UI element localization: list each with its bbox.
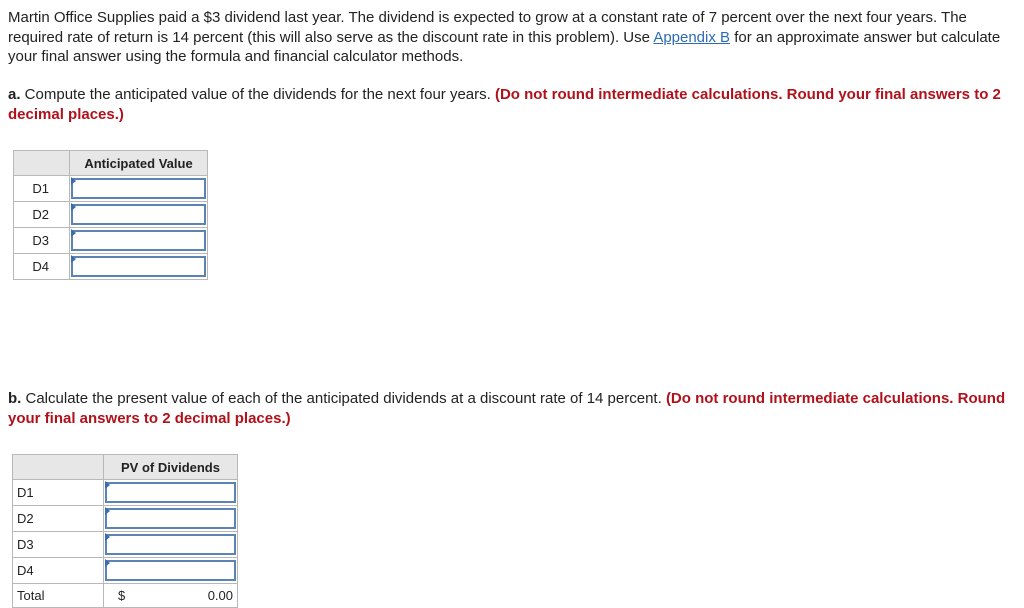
- pv-d1-input[interactable]: [105, 482, 236, 503]
- table-row: [14, 254, 208, 280]
- intro-text-end: for an approximate answer but calculate your final answer using the formula and financial calculator methods.: [8, 28, 1001, 65]
- answer-cell: [70, 202, 208, 228]
- pv-of-dividends-table: [12, 454, 238, 608]
- total-currency: $: [118, 588, 126, 603]
- row-label-d3: D3: [14, 228, 70, 254]
- total-cell: [104, 584, 238, 608]
- input-marker-icon: [71, 229, 76, 237]
- answer-cell: [104, 558, 238, 584]
- table-corner: [14, 151, 70, 176]
- input-marker-icon: [71, 203, 76, 211]
- row-label-total: Total: [13, 584, 104, 608]
- table-row: [14, 176, 208, 202]
- anticipated-value-header: Anticipated Value: [70, 151, 208, 176]
- input-marker-icon: [71, 255, 76, 263]
- anticipated-d2-input[interactable]: [71, 204, 206, 225]
- row-label-d2: D2: [14, 202, 70, 228]
- part-b-label: b.: [8, 390, 22, 407]
- input-marker-icon: [105, 533, 110, 541]
- answer-cell: [70, 176, 208, 202]
- row-label-d4: D4: [14, 254, 70, 280]
- input-marker-icon: [71, 177, 76, 185]
- table-corner: [13, 455, 104, 480]
- part-b-text: Calculate the present value of each of the anticipated dividends at a discount rate of 14 percent.: [21, 390, 666, 407]
- input-marker-icon: [105, 507, 110, 515]
- anticipated-d1-input[interactable]: [71, 178, 206, 199]
- pv-d3-input[interactable]: [105, 534, 236, 555]
- table-row: [14, 228, 208, 254]
- part-b-instruction: (Do not round intermediate calculations. Round your final answers to 2 decimal places.): [8, 390, 1006, 427]
- appendix-b-link[interactable]: Appendix B: [653, 28, 731, 46]
- part-a-label: a.: [8, 86, 21, 103]
- table-row: [13, 532, 238, 558]
- pv-d2-input[interactable]: [105, 508, 236, 529]
- answer-cell: [70, 228, 208, 254]
- anticipated-d4-input[interactable]: [71, 256, 206, 277]
- table-row: [13, 584, 238, 608]
- answer-cell: [70, 254, 208, 280]
- table-row: [14, 202, 208, 228]
- row-label-d2: D2: [13, 506, 104, 532]
- table-row: [13, 558, 238, 584]
- problem-statement: [8, 8, 1013, 67]
- intro-text: Martin Office Supplies paid a $3 dividend last year. The dividend is expected to grow at a constant rate of 7 percent over the next four years. The required rate of return is 14 percent (this will also serve as the discount rate in this problem). Use: [8, 9, 967, 46]
- answer-cell: [104, 506, 238, 532]
- row-label-d4: D4: [13, 558, 104, 584]
- part-b-question: [8, 389, 1013, 428]
- row-label-d1: D1: [13, 480, 104, 506]
- total-value: 0.00: [207, 588, 233, 603]
- row-label-d3: D3: [13, 532, 104, 558]
- part-a-instruction: (Do not round intermediate calculations. Round your final answers to 2 decimal places.): [8, 86, 1001, 123]
- table-row: [13, 480, 238, 506]
- anticipated-d3-input[interactable]: [71, 230, 206, 251]
- table-row: [13, 506, 238, 532]
- part-a-question: [8, 85, 1013, 124]
- answer-cell: [104, 480, 238, 506]
- input-marker-icon: [105, 559, 110, 567]
- row-label-d1: D1: [14, 176, 70, 202]
- input-marker-icon: [105, 481, 110, 489]
- pv-of-dividends-header: PV of Dividends: [104, 455, 238, 480]
- pv-d4-input[interactable]: [105, 560, 236, 581]
- anticipated-value-table: [13, 150, 208, 280]
- answer-cell: [104, 532, 238, 558]
- part-a-text: Compute the anticipated value of the dividends for the next four years.: [20, 86, 495, 103]
